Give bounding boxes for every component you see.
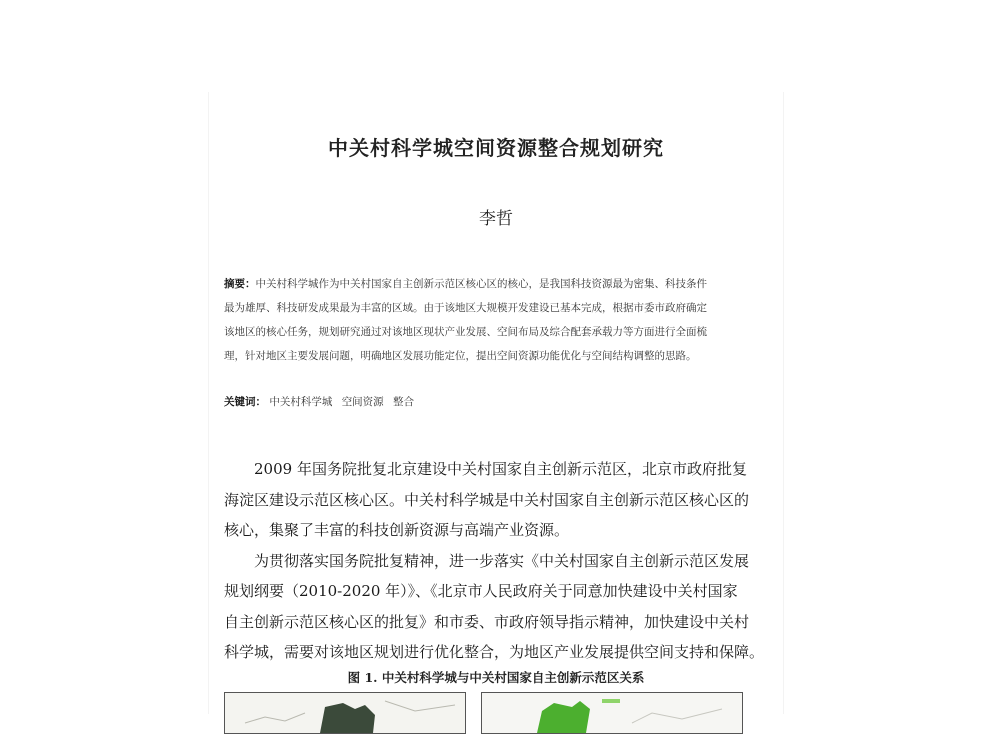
abstract-line	[224, 272, 770, 296]
map-region-dark	[320, 703, 375, 733]
body-line: 规划纲要（2010-2020 年）》、《北京市人民政府关于同意加快建设中关村国家	[224, 582, 738, 600]
keywords-label: 关键词：	[224, 396, 266, 408]
body-line: 核心，集聚了丰富的科技创新资源与高端产业资源。	[224, 521, 570, 539]
abstract-text: 中关村科学城作为中关村国家自主创新示范区核心区的核心，是我国科技资源最为密集、科技条件	[255, 278, 707, 290]
abstract-line: 最为雄厚、科技研发成果最为丰富的区域。由于该地区大规模开发建设已基本完成，根据市委市政府确定	[224, 302, 707, 314]
figure-right-map	[481, 692, 743, 734]
right-map-image	[482, 693, 742, 733]
paper-title: 中关村科学城空间资源整合规划研究	[328, 136, 664, 160]
body-text	[224, 454, 772, 668]
keyword: 空间资源	[341, 396, 384, 408]
body-line: 海淀区建设示范区核心区。中关村科学城是中关村国家自主创新示范区核心区的	[224, 490, 750, 509]
paper-page	[208, 92, 784, 714]
left-map-image	[225, 693, 465, 733]
abstract-label: 摘要：	[224, 278, 256, 290]
keywords	[224, 394, 420, 409]
body-line: 自主创新示范区核心区的批复》和市委、市政府领导指示精神，加快建设中关村	[224, 612, 750, 631]
abstract-line: 该地区的核心任务，规划研究通过对该地区现状产业发展、空间布局及综合配套承载力等方面进行全面梳	[224, 326, 707, 338]
abstract	[224, 272, 770, 368]
keyword: 中关村科学城	[269, 396, 333, 408]
keyword: 整合	[393, 396, 415, 408]
abstract-line: 理，针对地区主要发展问题，明确地区发展功能定位，提出空间资源功能优化与空间结构调整的思路。	[224, 350, 697, 362]
figure-left-map	[224, 692, 466, 734]
body-line: 科学城，需要对该地区规划进行优化整合，为地区产业发展提供空间支持和保障。	[224, 643, 765, 661]
body-line: 为贯彻落实国务院批复精神，进一步落实《中关村国家自主创新示范区发展	[254, 551, 750, 570]
figure-caption: 图 1. 中关村科学城与中关村国家自主创新示范区关系	[347, 670, 645, 685]
paper-author: 李哲	[479, 209, 513, 229]
map-legend-swatch	[602, 699, 620, 703]
body-line: 2009 年国务院批复北京建设中关村国家自主创新示范区，北京市政府批复	[254, 460, 747, 478]
